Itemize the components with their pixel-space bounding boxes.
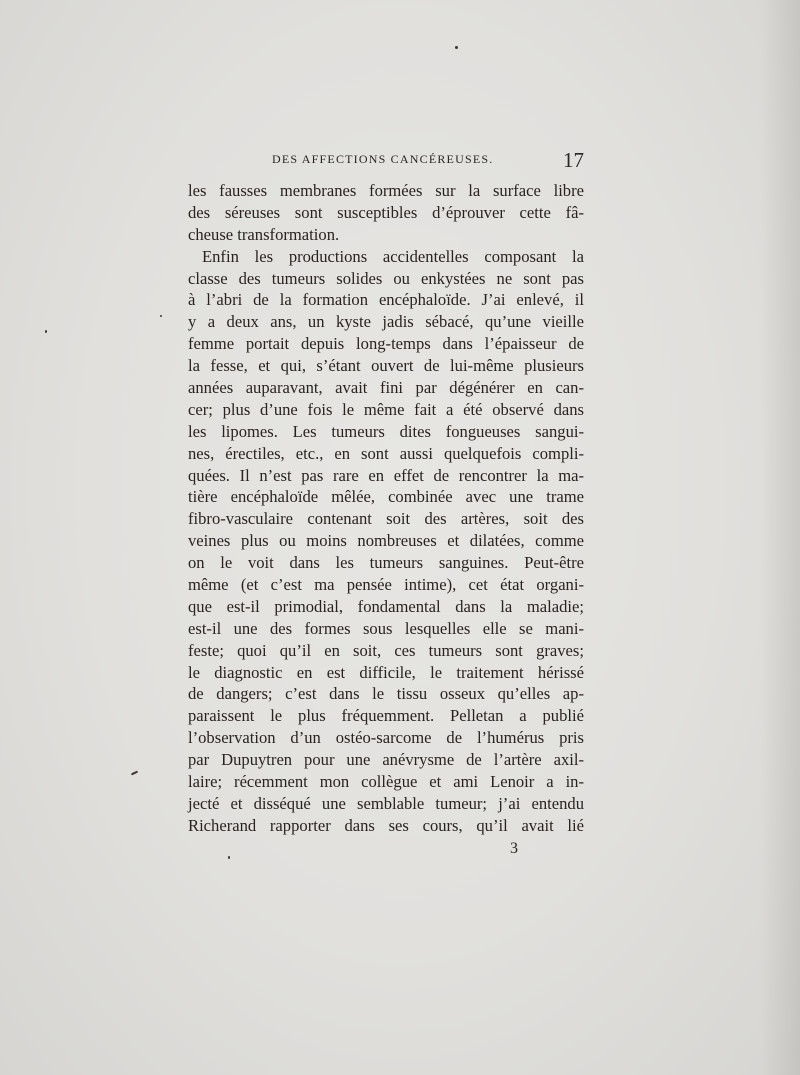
text-line: l’observation d’un ostéo-sarcome de l’humérus pris xyxy=(188,728,584,748)
text-line: les lipomes. Les tumeurs dites fongueuses sangui- xyxy=(188,421,584,441)
text-line: années auparavant, avait fini par dégénérer en can- xyxy=(188,378,584,398)
text-line: des séreuses sont susceptibles d’éprouver cette fâ- xyxy=(188,202,584,222)
text-line: on le voit dans les tumeurs sanguines. Peut-être xyxy=(188,553,584,573)
text-line: tière encéphaloïde mêlée, combinée avec une trame xyxy=(188,487,584,507)
text-line: feste; quoi qu’il en soit, ces tumeurs sont graves; xyxy=(188,640,584,660)
text-line: même (et c’est ma pensée intime), cet état organi- xyxy=(188,575,584,595)
paper-speck xyxy=(228,856,230,859)
text-line: classe des tumeurs solides ou enkystées ne sont pas xyxy=(188,268,584,288)
text-line: que est-il primodial, fondamental dans la maladie; xyxy=(188,596,584,616)
text-line: Richerand rapporter dans ses cours, qu’il avait lié xyxy=(188,815,584,835)
text-line: cheuse transformation. xyxy=(188,224,340,244)
page-edge-shadow xyxy=(760,0,800,1075)
body-text xyxy=(188,180,584,837)
page-header xyxy=(188,150,584,176)
running-head: DES AFFECTIONS CANCÉREUSES. xyxy=(272,152,494,166)
text-line: nes, érectiles, etc., en sont aussi quelquefois compli- xyxy=(188,443,584,463)
paper-speck xyxy=(160,315,162,317)
text-line: Enfin les productions accidentelles composant la xyxy=(202,246,584,266)
paper-speck xyxy=(455,46,458,49)
signature-mark: 3 xyxy=(510,840,518,857)
text-line: à l’abri de la formation encéphaloïde. J’ai enlevé, il xyxy=(188,290,584,310)
paper-speck xyxy=(45,330,47,333)
text-line: de dangers; c’est dans le tissu osseux qu’elles ap- xyxy=(188,684,584,704)
text-line: quées. Il n’est pas rare en effet de rencontrer la ma- xyxy=(188,465,584,485)
text-line: cer; plus d’une fois le même fait a été observé dans xyxy=(188,399,584,419)
text-line: y a deux ans, un kyste jadis sébacé, qu’une vieille xyxy=(188,312,584,332)
paper-speck xyxy=(131,771,138,776)
text-line: jecté et disséqué une semblable tumeur; j’ai entendu xyxy=(188,793,584,813)
text-line: paraissent le plus fréquemment. Pelletan a publié xyxy=(188,706,584,726)
text-line: est-il une des formes sous lesquelles elle se mani- xyxy=(188,618,584,638)
text-line: la fesse, et qui, s’étant ouvert de lui-même plusieurs xyxy=(188,356,584,376)
text-line: fibro-vasculaire contenant soit des artères, soit des xyxy=(188,509,584,529)
text-line: le diagnostic en est difficile, le traitement hérissé xyxy=(188,662,584,682)
text-line: les fausses membranes formées sur la surface libre xyxy=(188,181,584,200)
text-line: par Dupuytren pour une anévrysme de l’artère axil- xyxy=(188,750,584,770)
page-number: 17 xyxy=(563,148,584,172)
text-line: laire; récemment mon collègue et ami Lenoir a in- xyxy=(188,772,584,792)
text-line: femme portait depuis long-temps dans l’épaisseur de xyxy=(188,334,584,354)
text-line: veines plus ou moins nombreuses et dilatées, comme xyxy=(188,531,584,551)
